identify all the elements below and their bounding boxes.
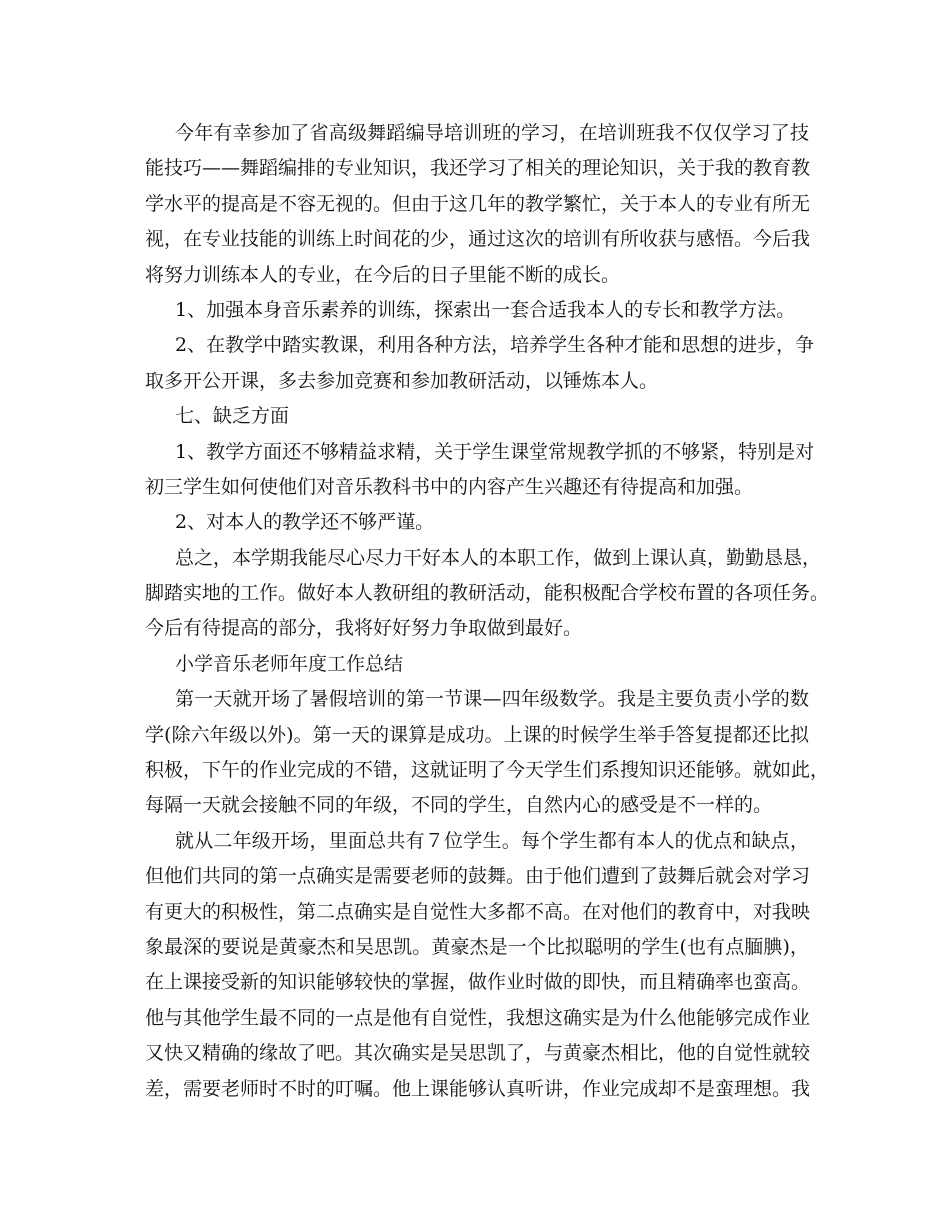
text-line: 差，需要老师时不时的叮嘱。他上课能够认真听讲，作业完成却不是蛮理想。我 [145, 1077, 811, 1100]
text-line: 2、对本人的教学还不够严谨。 [175, 511, 435, 534]
text-line: 他与其他学生最不同的一点是他有自觉性，我想这确实是为什么他能够完成作业 [145, 1006, 811, 1029]
text-line: 能技巧——舞蹈编排的专业知识，我还学习了相关的理论知识，关于我的教育教 [145, 157, 811, 180]
text-line: 学(除六年级以外)。第一天的课算是成功。上课的时候学生举手答复提都还比拟 [145, 723, 809, 746]
text-line: 学水平的提高是不容无视的。但由于这几年的教学繁忙，关于本人的专业有所无 [145, 192, 811, 215]
text-line: 将努力训练本人的专业，在今后的日子里能不断的成长。 [145, 263, 621, 286]
text-line: 就从二年级开场，里面总共有７位学生。每个学生都有本人的优点和缺点， [175, 829, 809, 852]
text-line: 1、教学方面还不够精益求精，关于学生课堂常规教学抓的不够紧，特别是对 [175, 440, 815, 463]
text-line: 但他们共同的第一点确实是需要老师的鼓舞。由于他们遭到了鼓舞后就会对学习 [145, 865, 811, 888]
text-line: 今年有幸参加了省高级舞蹈编导培训班的学习，在培训班我不仅仅学习了技 [175, 122, 809, 144]
text-line: 2、在教学中踏实教课，利用各种方法，培养学生各种才能和思想的进步，争 [175, 334, 815, 357]
text-line: 总之，本学期我能尽心尽力干好本人的本职工作，做到上课认真，勤勤恳恳， [175, 546, 822, 569]
text-line: 取多开公开课，多去参加竞赛和参加教研活动，以锤炼本人。 [145, 369, 659, 392]
text-line: 第一天就开场了暑假培训的第一节课—四年级数学。我是主要负责小学的数 [175, 688, 809, 711]
text-line: 又快又精确的缘故了吧。其次确实是吴思凯了，与黄豪杰相比，他的自觉性就较 [145, 1042, 811, 1065]
text-line: 象最深的要说是黄豪杰和吴思凯。黄豪杰是一个比拟聪明的学生(也有点腼腆)， [145, 935, 809, 958]
text-line: 有更大的积极性，第二点确实是自觉性大多都不高。在对他们的教育中，对我映 [145, 900, 811, 923]
text-line: 在上课接受新的知识能够较快的掌握，做作业时做的即快，而且精确率也蛮高。 [145, 971, 811, 994]
text-line: 初三学生如何使他们对音乐教科书中的内容产生兴趣还有待提高和加强。 [145, 475, 754, 498]
text-line: 每隔一天就会接触不同的年级，不同的学生，自然内心的感受是不一样的。 [145, 794, 773, 817]
text-line: 小学音乐老师年度工作总结 [175, 652, 404, 675]
text-line: 视，在专业技能的训练上时间花的少，通过这次的培训有所收获与感悟。今后我 [145, 228, 811, 251]
text-line: 脚踏实地的工作。做好本人教研组的教研活动，能积极配合学校布置的各项任务。 [145, 582, 830, 605]
text-line: 1、加强本身音乐素养的训练，探索出一套合适我本人的专长和教学方法。 [175, 298, 796, 321]
text-line: 今后有待提高的部分，我将好好努力争取做到最好。 [145, 617, 583, 640]
text-line: 积极，下午的作业完成的不错，这就证明了今天学生们系搜知识还能够。就如此， [145, 759, 830, 782]
text-line: 七、缺乏方面 [175, 405, 290, 428]
document-body [145, 116, 830, 1107]
